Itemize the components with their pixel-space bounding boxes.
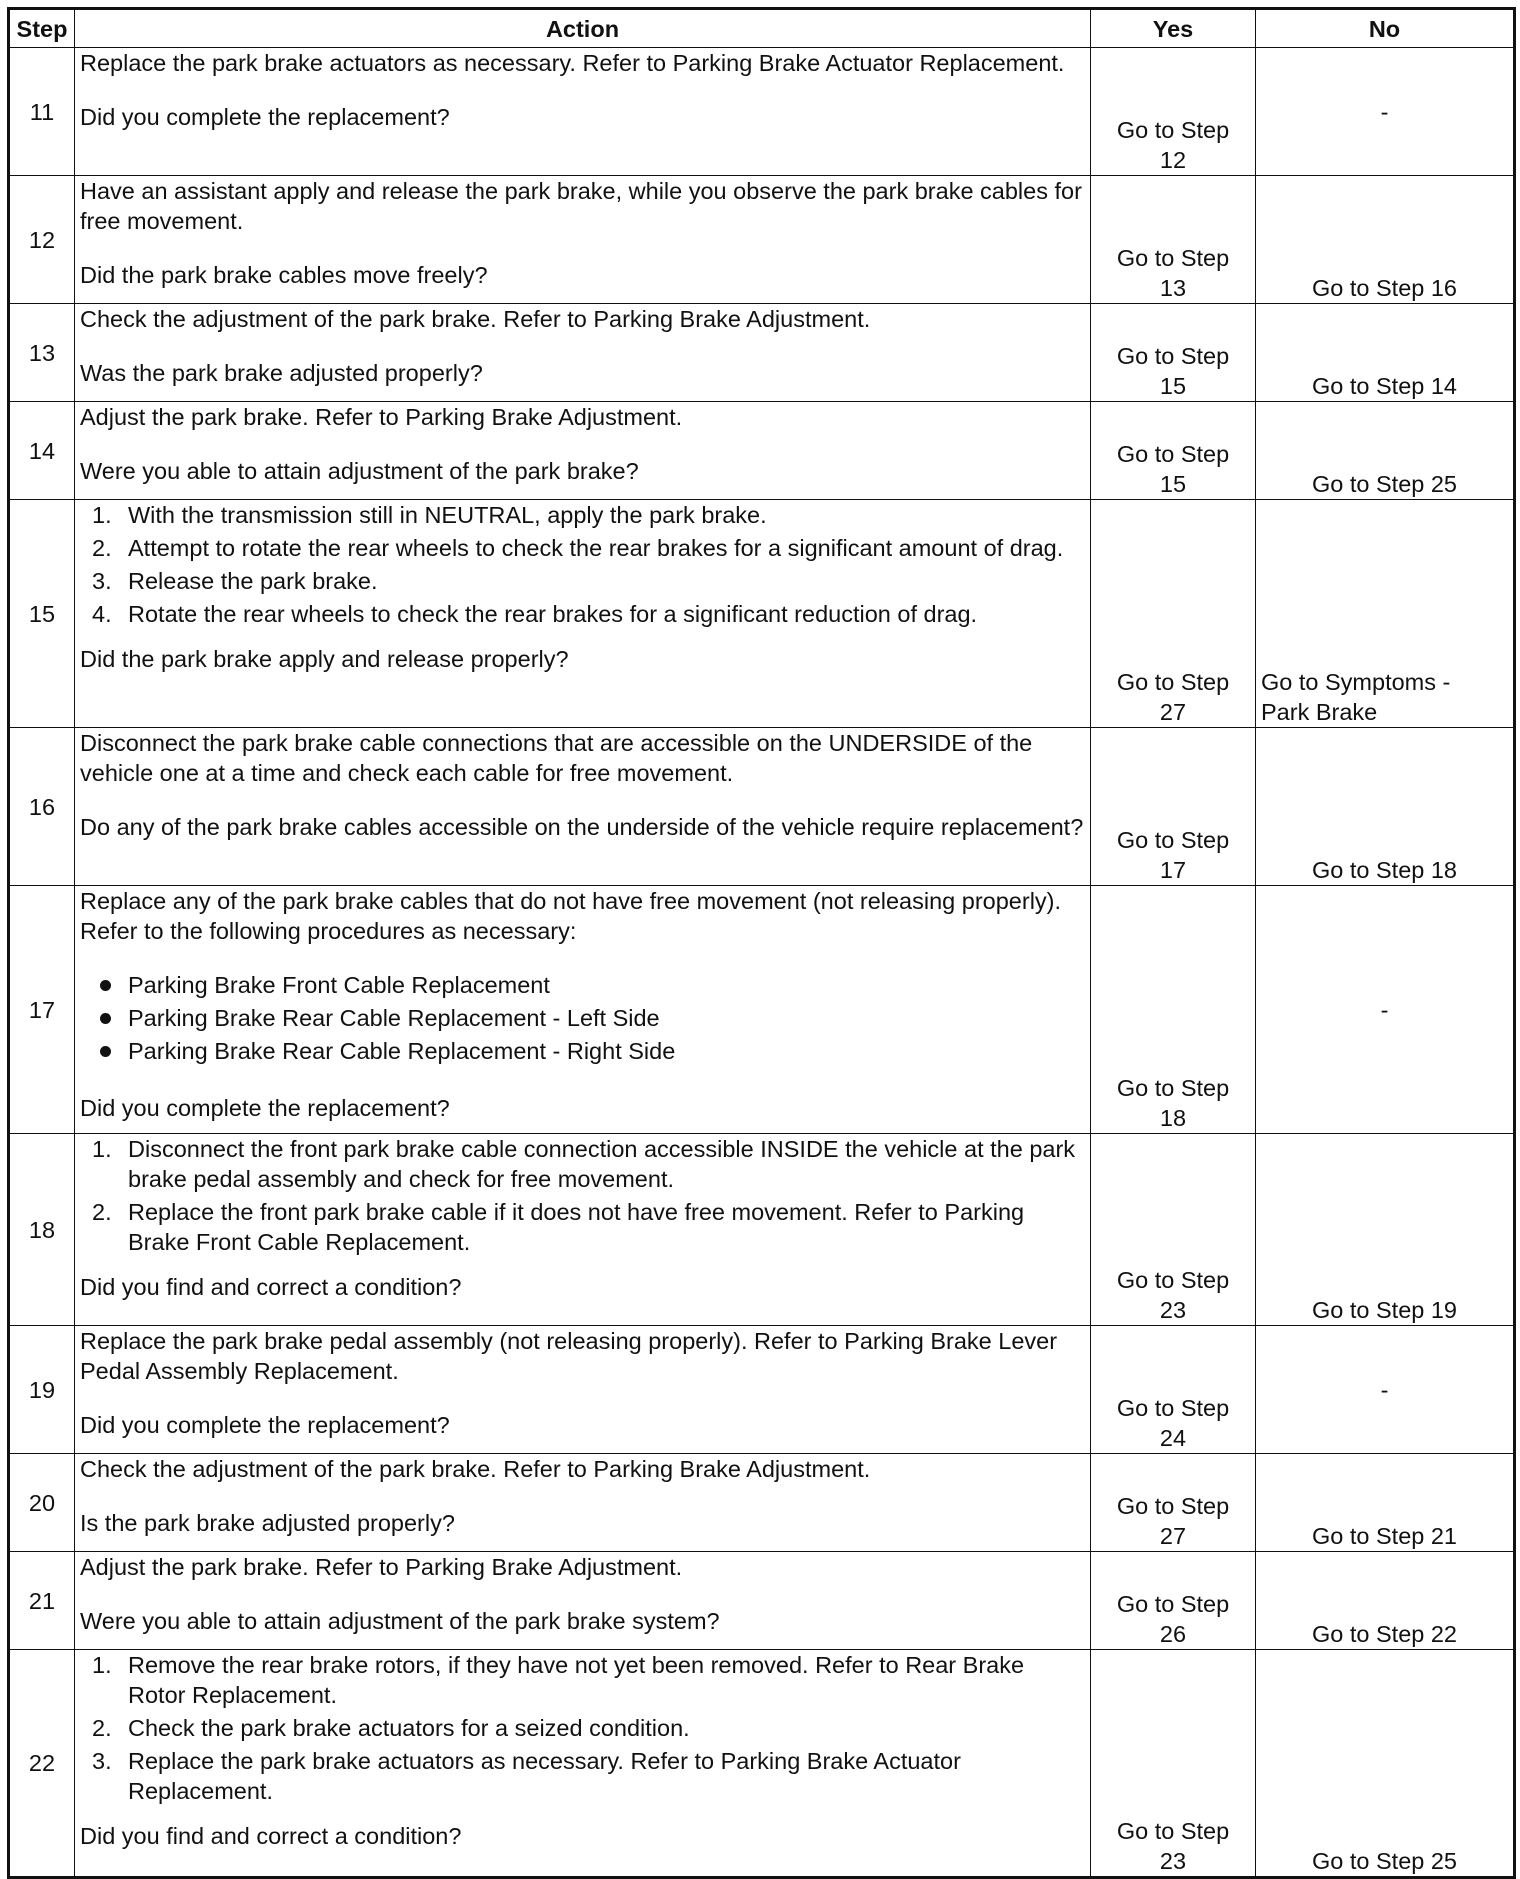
numbered-list-item xyxy=(80,1746,1085,1806)
step-number: 18 xyxy=(9,1134,75,1326)
no-result-line: Go to Symptoms - xyxy=(1261,669,1451,695)
numbered-list xyxy=(80,500,1085,629)
bullet-icon xyxy=(100,980,111,991)
yes-result xyxy=(1091,1552,1256,1650)
yes-result-line: Go to Step xyxy=(1116,1493,1230,1519)
spacer xyxy=(80,1582,1085,1606)
question-text: Do any of the park brake cables accessible on the underside of the vehicle require replacement? xyxy=(80,814,1084,840)
step-number: 12 xyxy=(9,176,75,304)
question-text: Did the park brake cables move freely? xyxy=(80,262,488,288)
action-cell xyxy=(75,886,1091,1134)
yes-result-line: 12 xyxy=(1159,147,1187,173)
no-result: - xyxy=(1256,1326,1515,1454)
action-text: Check the adjustment of the park brake. Refer to Parking Brake Adjustment. xyxy=(80,1456,871,1482)
no-result: Go to Step 16 xyxy=(1256,176,1515,304)
no-result: - xyxy=(1256,886,1515,1134)
action-cell xyxy=(75,402,1091,500)
action-text: Replace any of the park brake cables that do not have free movement (not releasing properly). Refer to the following procedures as necessary: xyxy=(80,888,1062,944)
yes-result xyxy=(1091,1650,1256,1878)
yes-result xyxy=(1091,48,1256,176)
action-text: Adjust the park brake. Refer to Parking Brake Adjustment. xyxy=(80,404,683,430)
step-number: 21 xyxy=(9,1552,75,1650)
bullet-list-item xyxy=(80,970,1085,1000)
list-number: 4. xyxy=(92,601,112,627)
yes-result xyxy=(1091,1326,1256,1454)
list-item-text: Replace the front park brake cable if it does not have free movement. Refer to Parking Brake Front Cable Replacement. xyxy=(128,1199,1025,1255)
header-yes: Yes xyxy=(1091,9,1256,48)
step-number: 15 xyxy=(9,500,75,728)
bullet-list-item xyxy=(80,1036,1085,1066)
spacer xyxy=(80,1809,1085,1821)
action-cell xyxy=(75,48,1091,176)
no-result: Go to Step 18 xyxy=(1256,728,1515,886)
step-number: 20 xyxy=(9,1454,75,1552)
numbered-list-item xyxy=(80,533,1085,563)
numbered-list xyxy=(80,1134,1085,1257)
step-number: 17 xyxy=(9,886,75,1134)
question-text: Did you complete the replacement? xyxy=(80,1095,450,1121)
spacer xyxy=(80,632,1085,644)
spacer xyxy=(80,788,1085,812)
table-row xyxy=(9,48,1515,176)
numbered-list-item xyxy=(80,1650,1085,1710)
list-item-text: Check the park brake actuators for a seized condition. xyxy=(128,1715,690,1741)
action-cell xyxy=(75,304,1091,402)
action-cell xyxy=(75,1454,1091,1552)
spacer xyxy=(80,334,1085,358)
question-text: Did you complete the replacement? xyxy=(80,1412,450,1438)
yes-result xyxy=(1091,304,1256,402)
table-row xyxy=(9,1552,1515,1650)
action-cell xyxy=(75,1552,1091,1650)
list-number: 2. xyxy=(92,535,112,561)
table-body xyxy=(9,48,1515,1878)
header-row xyxy=(9,9,1515,48)
list-number: 3. xyxy=(92,568,112,594)
yes-result-line: Go to Step xyxy=(1116,441,1230,467)
action-cell xyxy=(75,1134,1091,1326)
question-text: Were you able to attain adjustment of the park brake system? xyxy=(80,1608,720,1634)
yes-result-line: Go to Step xyxy=(1116,117,1230,143)
yes-result-line: Go to Step xyxy=(1116,343,1230,369)
step-number: 11 xyxy=(9,48,75,176)
question-text: Did you find and correct a condition? xyxy=(80,1274,462,1300)
list-item-text: Attempt to rotate the rear wheels to check the rear brakes for a significant amount of drag. xyxy=(128,535,1064,561)
yes-result xyxy=(1091,886,1256,1134)
list-item-text: Disconnect the front park brake cable connection accessible INSIDE the vehicle at the park brake pedal assembly and check for free movement. xyxy=(128,1136,1076,1192)
action-cell xyxy=(75,1326,1091,1454)
numbered-list-item xyxy=(80,500,1085,530)
yes-result-line: Go to Step xyxy=(1116,1818,1230,1844)
action-text: Disconnect the park brake cable connections that are accessible on the UNDERSIDE of the vehicle one at a time and check each cable for free movement. xyxy=(80,730,1033,786)
yes-result-line: 23 xyxy=(1159,1297,1187,1323)
diagnostic-table xyxy=(7,7,1516,1879)
list-item-text: Replace the park brake actuators as necessary. Refer to Parking Brake Actuator Replacement. xyxy=(128,1748,961,1804)
question-text: Is the park brake adjusted properly? xyxy=(80,1510,455,1536)
list-number: 2. xyxy=(92,1715,112,1741)
table-row xyxy=(9,1326,1515,1454)
yes-result-line: Go to Step xyxy=(1116,1267,1230,1293)
table-row xyxy=(9,1454,1515,1552)
list-number: 2. xyxy=(92,1199,112,1225)
table-row xyxy=(9,304,1515,402)
yes-result-line: Go to Step xyxy=(1116,1075,1230,1101)
list-number: 1. xyxy=(92,1652,112,1678)
action-cell xyxy=(75,1650,1091,1878)
question-text: Did the park brake apply and release properly? xyxy=(80,646,569,672)
step-number: 19 xyxy=(9,1326,75,1454)
yes-result xyxy=(1091,1134,1256,1326)
list-item-text: Release the park brake. xyxy=(128,568,378,594)
step-number: 22 xyxy=(9,1650,75,1878)
list-item-text: With the transmission still in NEUTRAL, apply the park brake. xyxy=(128,502,767,528)
bullet-list-item xyxy=(80,1003,1085,1033)
numbered-list-item xyxy=(80,1134,1085,1194)
yes-result-line: 27 xyxy=(1159,699,1187,725)
step-number: 16 xyxy=(9,728,75,886)
numbered-list-item xyxy=(80,599,1085,629)
table-row xyxy=(9,1650,1515,1878)
yes-result xyxy=(1091,728,1256,886)
yes-result xyxy=(1091,176,1256,304)
question-text: Was the park brake adjusted properly? xyxy=(80,360,483,386)
action-cell xyxy=(75,176,1091,304)
spacer xyxy=(80,946,1085,970)
no-result: Go to Step 25 xyxy=(1256,1650,1515,1878)
action-text: Replace the park brake actuators as necessary. Refer to Parking Brake Actuator Replacement. xyxy=(80,50,1065,76)
spacer xyxy=(80,1484,1085,1508)
yes-result-line: 26 xyxy=(1159,1621,1187,1647)
no-result-line: Park Brake xyxy=(1261,699,1378,725)
question-text: Were you able to attain adjustment of the park brake? xyxy=(80,458,639,484)
bullet-icon xyxy=(100,1046,111,1057)
table-row xyxy=(9,1134,1515,1326)
numbered-list-item xyxy=(80,566,1085,596)
yes-result xyxy=(1091,500,1256,728)
table-row xyxy=(9,500,1515,728)
yes-result-line: 17 xyxy=(1159,857,1187,883)
yes-result-line: 18 xyxy=(1159,1105,1187,1131)
step-number: 13 xyxy=(9,304,75,402)
action-text: Check the adjustment of the park brake. Refer to Parking Brake Adjustment. xyxy=(80,306,871,332)
spacer xyxy=(80,1260,1085,1272)
yes-result-line: 13 xyxy=(1159,275,1187,301)
no-result: Go to Step 19 xyxy=(1256,1134,1515,1326)
action-cell xyxy=(75,728,1091,886)
numbered-list xyxy=(80,1650,1085,1806)
header-no: No xyxy=(1256,9,1515,48)
yes-result-line: Go to Step xyxy=(1116,827,1230,853)
table-row xyxy=(9,728,1515,886)
yes-result-line: Go to Step xyxy=(1116,245,1230,271)
yes-result-line: 15 xyxy=(1159,373,1187,399)
no-result: Go to Step 25 xyxy=(1256,402,1515,500)
question-text: Did you complete the replacement? xyxy=(80,104,450,130)
spacer xyxy=(80,1386,1085,1410)
list-item-text: Remove the rear brake rotors, if they have not yet been removed. Refer to Rear Brake Rotor Replacement. xyxy=(128,1652,1025,1708)
action-text: Replace the park brake pedal assembly (not releasing properly). Refer to Parking Brake Lever Pedal Assembly Replacement. xyxy=(80,1328,1058,1384)
bullet-icon xyxy=(100,1013,111,1024)
bullet-text: Parking Brake Front Cable Replacement xyxy=(128,972,550,998)
list-number: 1. xyxy=(92,1136,112,1162)
bullet-text: Parking Brake Rear Cable Replacement - Right Side xyxy=(128,1038,676,1064)
action-cell xyxy=(75,500,1091,728)
header-step: Step xyxy=(9,9,75,48)
numbered-list-item xyxy=(80,1713,1085,1743)
step-number: 14 xyxy=(9,402,75,500)
question-text: Did you find and correct a condition? xyxy=(80,1823,462,1849)
table-row xyxy=(9,176,1515,304)
no-result: - xyxy=(1256,48,1515,176)
action-text: Have an assistant apply and release the park brake, while you observe the park brake cables for free movement. xyxy=(80,178,1082,234)
no-result: Go to Step 22 xyxy=(1256,1552,1515,1650)
list-item-text: Rotate the rear wheels to check the rear brakes for a significant reduction of drag. xyxy=(128,601,978,627)
yes-result-line: 23 xyxy=(1159,1848,1187,1874)
yes-result xyxy=(1091,402,1256,500)
yes-result-line: Go to Step xyxy=(1116,669,1230,695)
yes-result xyxy=(1091,1454,1256,1552)
header-action: Action xyxy=(75,9,1091,48)
yes-result-line: 24 xyxy=(1159,1425,1187,1451)
yes-result-line: Go to Step xyxy=(1116,1591,1230,1617)
spacer xyxy=(80,1069,1085,1093)
spacer xyxy=(80,78,1085,102)
no-result xyxy=(1256,500,1515,728)
no-result: Go to Step 14 xyxy=(1256,304,1515,402)
bullet-list xyxy=(80,970,1085,1066)
yes-result-line: 15 xyxy=(1159,471,1187,497)
yes-result-line: Go to Step xyxy=(1116,1395,1230,1421)
bullet-text: Parking Brake Rear Cable Replacement - Left Side xyxy=(128,1005,660,1031)
table-row xyxy=(9,886,1515,1134)
yes-result-line: 27 xyxy=(1159,1523,1187,1549)
table-row xyxy=(9,402,1515,500)
action-text: Adjust the park brake. Refer to Parking Brake Adjustment. xyxy=(80,1554,683,1580)
spacer xyxy=(80,236,1085,260)
numbered-list-item xyxy=(80,1197,1085,1257)
spacer xyxy=(80,432,1085,456)
no-result: Go to Step 21 xyxy=(1256,1454,1515,1552)
list-number: 3. xyxy=(92,1748,112,1774)
list-number: 1. xyxy=(92,502,112,528)
